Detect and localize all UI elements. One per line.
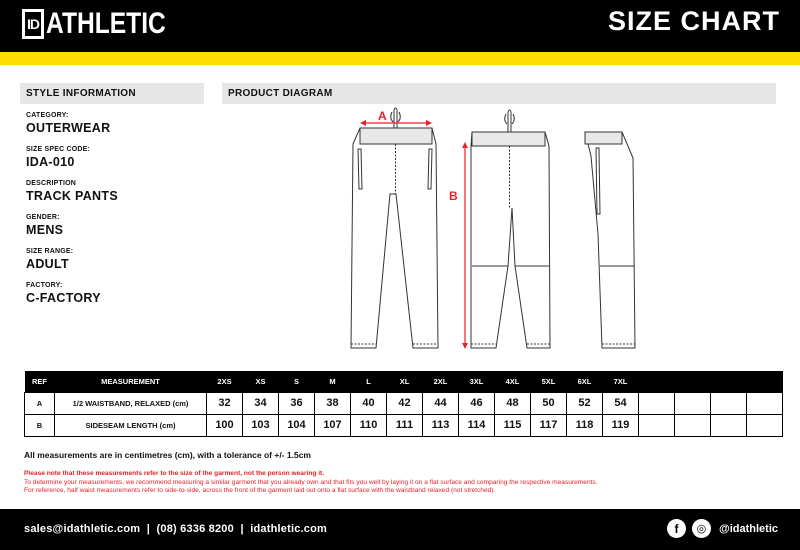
- size-value-cell: 117: [531, 414, 567, 436]
- size-value-cell: [639, 414, 675, 436]
- size-header-cell: L: [351, 371, 387, 392]
- description-label: DESCRIPTION: [26, 180, 77, 187]
- facebook-icon[interactable]: f: [667, 519, 686, 538]
- note-line-2: To determine your measurements, we recommend measuring a similar garment that you already own and that fits you well by laying it on a flat surface and comparing the respective measurements.: [24, 478, 598, 486]
- style-information: [26, 112, 206, 316]
- pants-back-view: [471, 110, 550, 348]
- size-value-cell: 36: [279, 392, 315, 414]
- size-value-cell: 52: [567, 392, 603, 414]
- measurement-b-label: B: [449, 189, 458, 203]
- size-header-cell: [639, 371, 675, 392]
- size-header-cell: REF: [25, 371, 55, 392]
- range-value: ADULT: [26, 257, 69, 271]
- size-value-cell: 40: [351, 392, 387, 414]
- category-block: [26, 112, 206, 135]
- size-header-cell: 2XS: [207, 371, 243, 392]
- size-value-cell: 110: [351, 414, 387, 436]
- size-header-cell: M: [315, 371, 351, 392]
- size-value-cell: [747, 392, 783, 414]
- logo-text: ATHLETIC: [46, 7, 166, 40]
- measurement-a-label: A: [378, 109, 387, 123]
- gender-block: [26, 214, 206, 237]
- size-value-cell: [675, 414, 711, 436]
- spec-label: SIZE SPEC CODE:: [26, 146, 91, 153]
- size-value-cell: 114: [459, 414, 495, 436]
- size-value-cell: 38: [315, 392, 351, 414]
- ref-cell: A: [25, 392, 55, 414]
- size-value-cell: [675, 392, 711, 414]
- size-table: [24, 371, 783, 437]
- size-value-cell: [711, 414, 747, 436]
- page-title: SIZE CHART: [608, 6, 780, 36]
- spec-value: IDA-010: [26, 155, 75, 169]
- tolerance-note: All measurements are in centimetres (cm), with a tolerance of +/- 1.5cm: [24, 450, 311, 460]
- size-header-cell: MEASUREMENT: [55, 371, 207, 392]
- spec-block: [26, 146, 206, 169]
- size-value-cell: [639, 392, 675, 414]
- size-value-cell: 107: [315, 414, 351, 436]
- description-block: [26, 180, 206, 203]
- measurement-cell: SIDESEAM LENGTH (cm): [55, 414, 207, 436]
- size-value-cell: 111: [387, 414, 423, 436]
- size-value-cell: 113: [423, 414, 459, 436]
- category-label: CATEGORY:: [26, 112, 69, 119]
- size-value-cell: 100: [207, 414, 243, 436]
- size-header-cell: S: [279, 371, 315, 392]
- factory-block: [26, 282, 206, 305]
- size-value-cell: [747, 414, 783, 436]
- ref-cell: B: [25, 414, 55, 436]
- product-diagram-heading: PRODUCT DIAGRAM: [222, 83, 776, 104]
- header-bar: [0, 0, 800, 52]
- measurement-b-indicator: [462, 142, 468, 349]
- size-header-cell: 7XL: [603, 371, 639, 392]
- size-header-cell: [675, 371, 711, 392]
- product-diagram: [340, 104, 660, 360]
- logo-mark-text: ID: [27, 16, 39, 32]
- brand-logo[interactable]: [22, 6, 192, 42]
- logo-mark: [22, 9, 44, 39]
- factory-value: C-FACTORY: [26, 291, 101, 305]
- size-value-cell: 32: [207, 392, 243, 414]
- size-header-cell: XS: [243, 371, 279, 392]
- measurement-cell: 1/2 WAISTBAND, RELAXED (cm): [55, 392, 207, 414]
- category-value: OUTERWEAR: [26, 121, 111, 135]
- range-block: [26, 248, 206, 271]
- size-value-cell: 118: [567, 414, 603, 436]
- size-value-cell: 104: [279, 414, 315, 436]
- size-value-cell: 103: [243, 414, 279, 436]
- size-header-cell: 6XL: [567, 371, 603, 392]
- size-table-header: [25, 371, 783, 392]
- size-value-cell: 46: [459, 392, 495, 414]
- size-header-cell: [747, 371, 783, 392]
- social-handle[interactable]: @idathletic: [718, 522, 778, 535]
- pants-front-view: [351, 108, 438, 348]
- contact-info[interactable]: sales@idathletic.com | (08) 6336 8200 | idathletic.com: [24, 523, 327, 535]
- size-header-cell: 4XL: [495, 371, 531, 392]
- gender-value: MENS: [26, 223, 64, 237]
- table-row: [25, 414, 783, 436]
- instagram-icon[interactable]: ◎: [692, 519, 711, 538]
- size-value-cell: 48: [495, 392, 531, 414]
- size-value-cell: [711, 392, 747, 414]
- size-header-cell: 5XL: [531, 371, 567, 392]
- size-value-cell: 44: [423, 392, 459, 414]
- footer-bar: [0, 509, 800, 550]
- measurement-notes: [24, 470, 784, 496]
- size-value-cell: 42: [387, 392, 423, 414]
- size-value-cell: 54: [603, 392, 639, 414]
- size-header-cell: [711, 371, 747, 392]
- size-header-cell: 2XL: [423, 371, 459, 392]
- factory-label: FACTORY:: [26, 282, 63, 289]
- note-line-1: Please note that these measurements refer to the size of the garment, not the person wearing it.: [24, 470, 325, 477]
- size-header-cell: XL: [387, 371, 423, 392]
- table-row: [25, 392, 783, 414]
- size-value-cell: 115: [495, 414, 531, 436]
- pants-side-view: [585, 132, 635, 348]
- size-value-cell: 119: [603, 414, 639, 436]
- note-line-3: For reference, half waist measurements refer to side-to-side, across the front of the garment laid out onto a flat surface with the waistband relaxed (not stretched).: [24, 487, 496, 494]
- social-links: [667, 519, 778, 538]
- description-value: TRACK PANTS: [26, 189, 118, 203]
- gender-label: GENDER:: [26, 214, 60, 221]
- range-label: SIZE RANGE:: [26, 248, 74, 255]
- size-header-cell: 3XL: [459, 371, 495, 392]
- style-information-heading: STYLE INFORMATION: [20, 83, 204, 104]
- accent-stripe: [0, 52, 800, 65]
- size-value-cell: 50: [531, 392, 567, 414]
- measurement-a-indicator: [360, 120, 432, 126]
- size-value-cell: 34: [243, 392, 279, 414]
